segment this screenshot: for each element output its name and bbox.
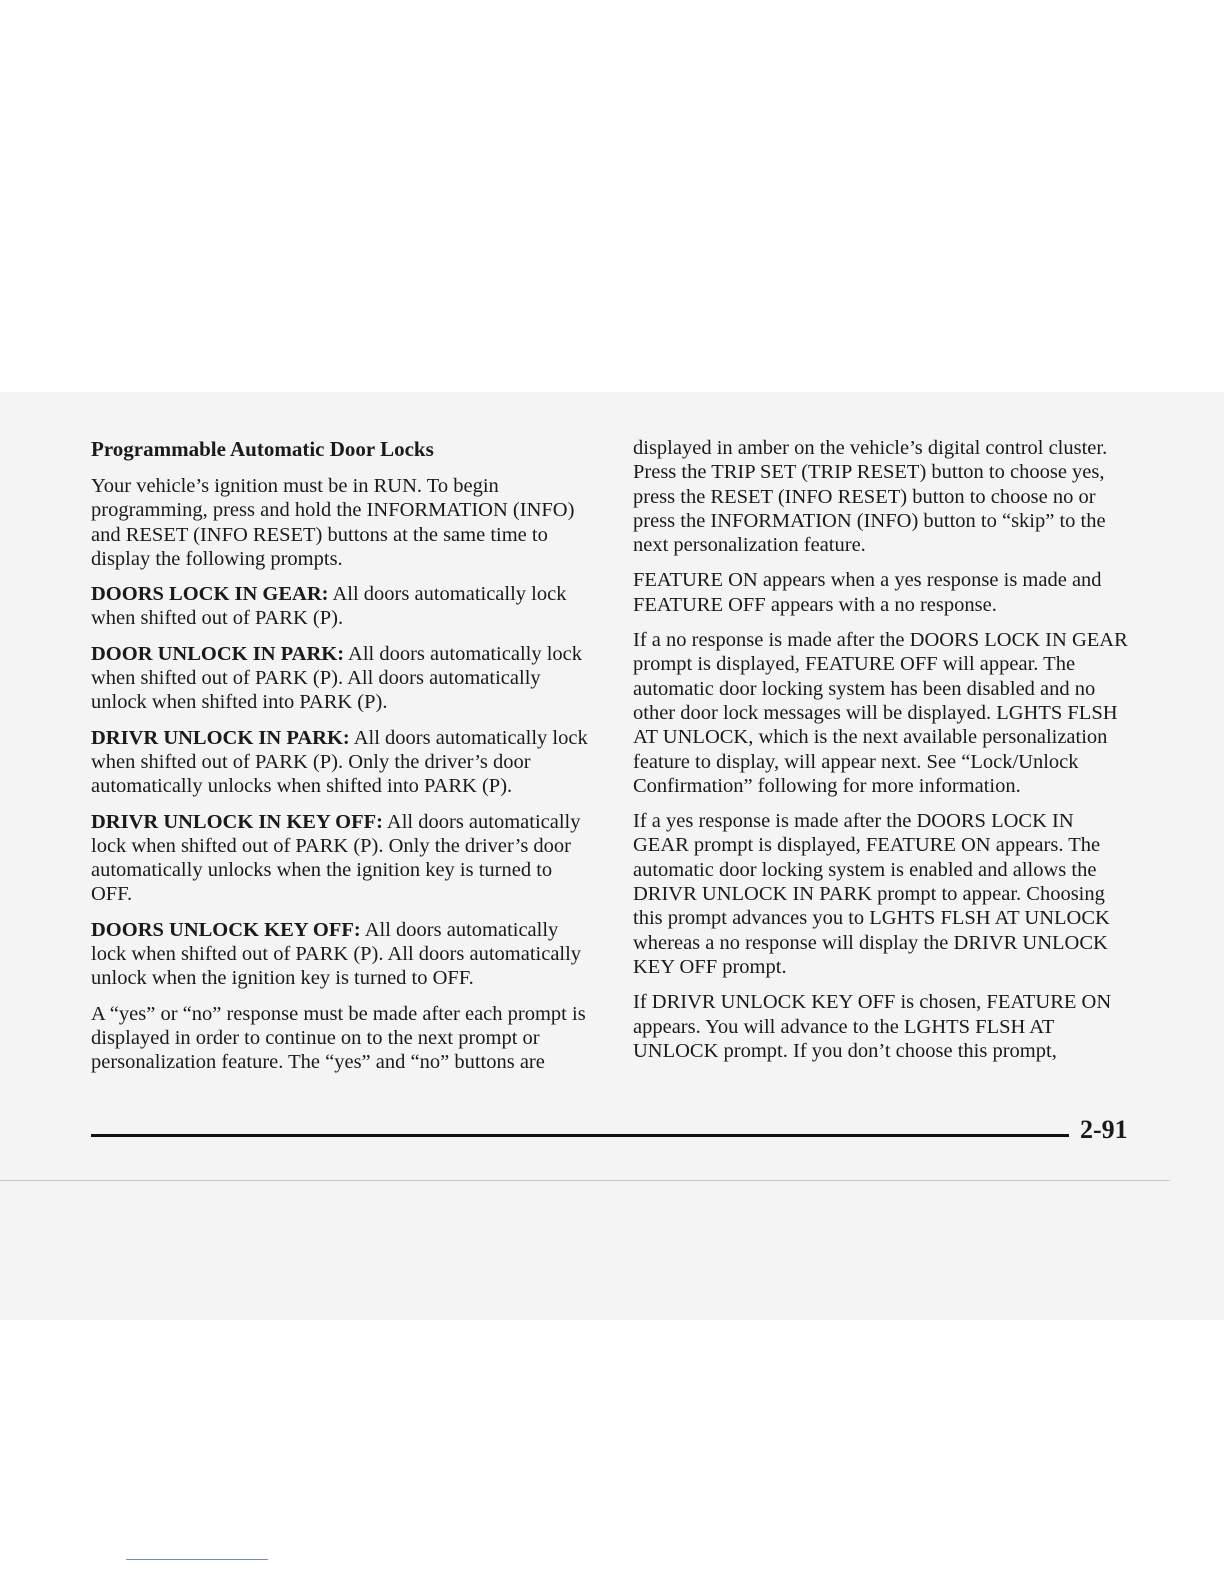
body-paragraph: displayed in amber on the vehicle’s digital control cluster. Press the TRIP SET (TRIP RESET) button to choose yes, press the RESET (INFO RESET) button to choose no or press the INFORMATION (INFO) button to “skip” to the next personalization feature.: [633, 437, 1108, 557]
prompt-item: [91, 726, 591, 799]
prompt-description: All doors automatically lock when shifted out of PARK (P). All doors automatically unlock when the ignition key is turned to OFF.: [91, 918, 582, 990]
footer-rule: [91, 1134, 1069, 1137]
body-paragraph: FEATURE ON appears when a yes response is made and FEATURE OFF appears with a no response.: [633, 569, 1102, 616]
body-paragraph: If a yes response is made after the DOORS LOCK IN GEAR prompt is displayed, FEATURE ON appears. The automatic door locking system is enabled and allows the DRIVR UNLOCK IN PARK prompt to appear. Choosing this prompt advances you to LGHTS FLSH AT UNLOCK whereas a no response will display the DRIVR UNLOCK KEY OFF prompt.: [633, 810, 1110, 978]
prompt-item: [91, 582, 591, 631]
prompt-term: DOOR UNLOCK IN PARK:: [91, 642, 345, 665]
prompt-term: DOORS UNLOCK KEY OFF:: [91, 918, 361, 941]
body-paragraph: If DRIVR UNLOCK KEY OFF is chosen, FEATURE ON appears. You will advance to the LGHTS FLSH AT UNLOCK prompt. If you don’t choose this prompt,: [633, 991, 1112, 1062]
body-paragraph: If a no response is made after the DOORS LOCK IN GEAR prompt is displayed, FEATURE OFF will appear. The automatic door locking system has been disabled and no other door lock messages will be displayed. LGHTS FLSH AT UNLOCK, which is the next available personalization feature to display, will appear next. See “Lock/Unlock Confirmation” following for more information.: [633, 629, 1128, 797]
prompt-description: All doors automatically lock when shifted out of PARK (P).: [91, 583, 567, 630]
closing-paragraph: A “yes” or “no” response must be made after each prompt is displayed in order to continue on to the next prompt or personalization feature. The “yes” and “no” buttons are: [91, 1002, 586, 1074]
right-column: [633, 436, 1133, 1074]
prompt-item: [91, 810, 591, 907]
prompt-item: [91, 918, 591, 991]
prompt-term: DOORS LOCK IN GEAR:: [91, 583, 329, 606]
prompt-description: All doors automatically lock when shifted out of PARK (P). All doors automatically unlock when shifted into PARK (P).: [91, 642, 583, 714]
prompt-description: All doors automatically lock when shifted out of PARK (P). Only the driver’s door automatically unlocks when the ignition key is turned to OFF.: [91, 810, 581, 906]
bottom-underline: [126, 1559, 268, 1560]
prompt-term: DRIVR UNLOCK IN KEY OFF:: [91, 810, 383, 833]
section-heading: Programmable Automatic Door Locks: [91, 437, 434, 461]
page-number: 2-91: [1080, 1115, 1128, 1144]
prompt-description: All doors automatically lock when shifted out of PARK (P). Only the driver’s door automatically unlocks when shifted into PARK (P).: [91, 726, 588, 798]
prompt-term: DRIVR UNLOCK IN PARK:: [91, 726, 350, 749]
prompt-item: [91, 642, 591, 715]
intro-paragraph: Your vehicle’s ignition must be in RUN. To begin programming, press and hold the INFORMATION (INFO) and RESET (INFO RESET) buttons at the same time to display the following prompts.: [91, 475, 575, 570]
left-column: [91, 436, 591, 1086]
scan-artifact-line: [0, 1180, 1170, 1181]
